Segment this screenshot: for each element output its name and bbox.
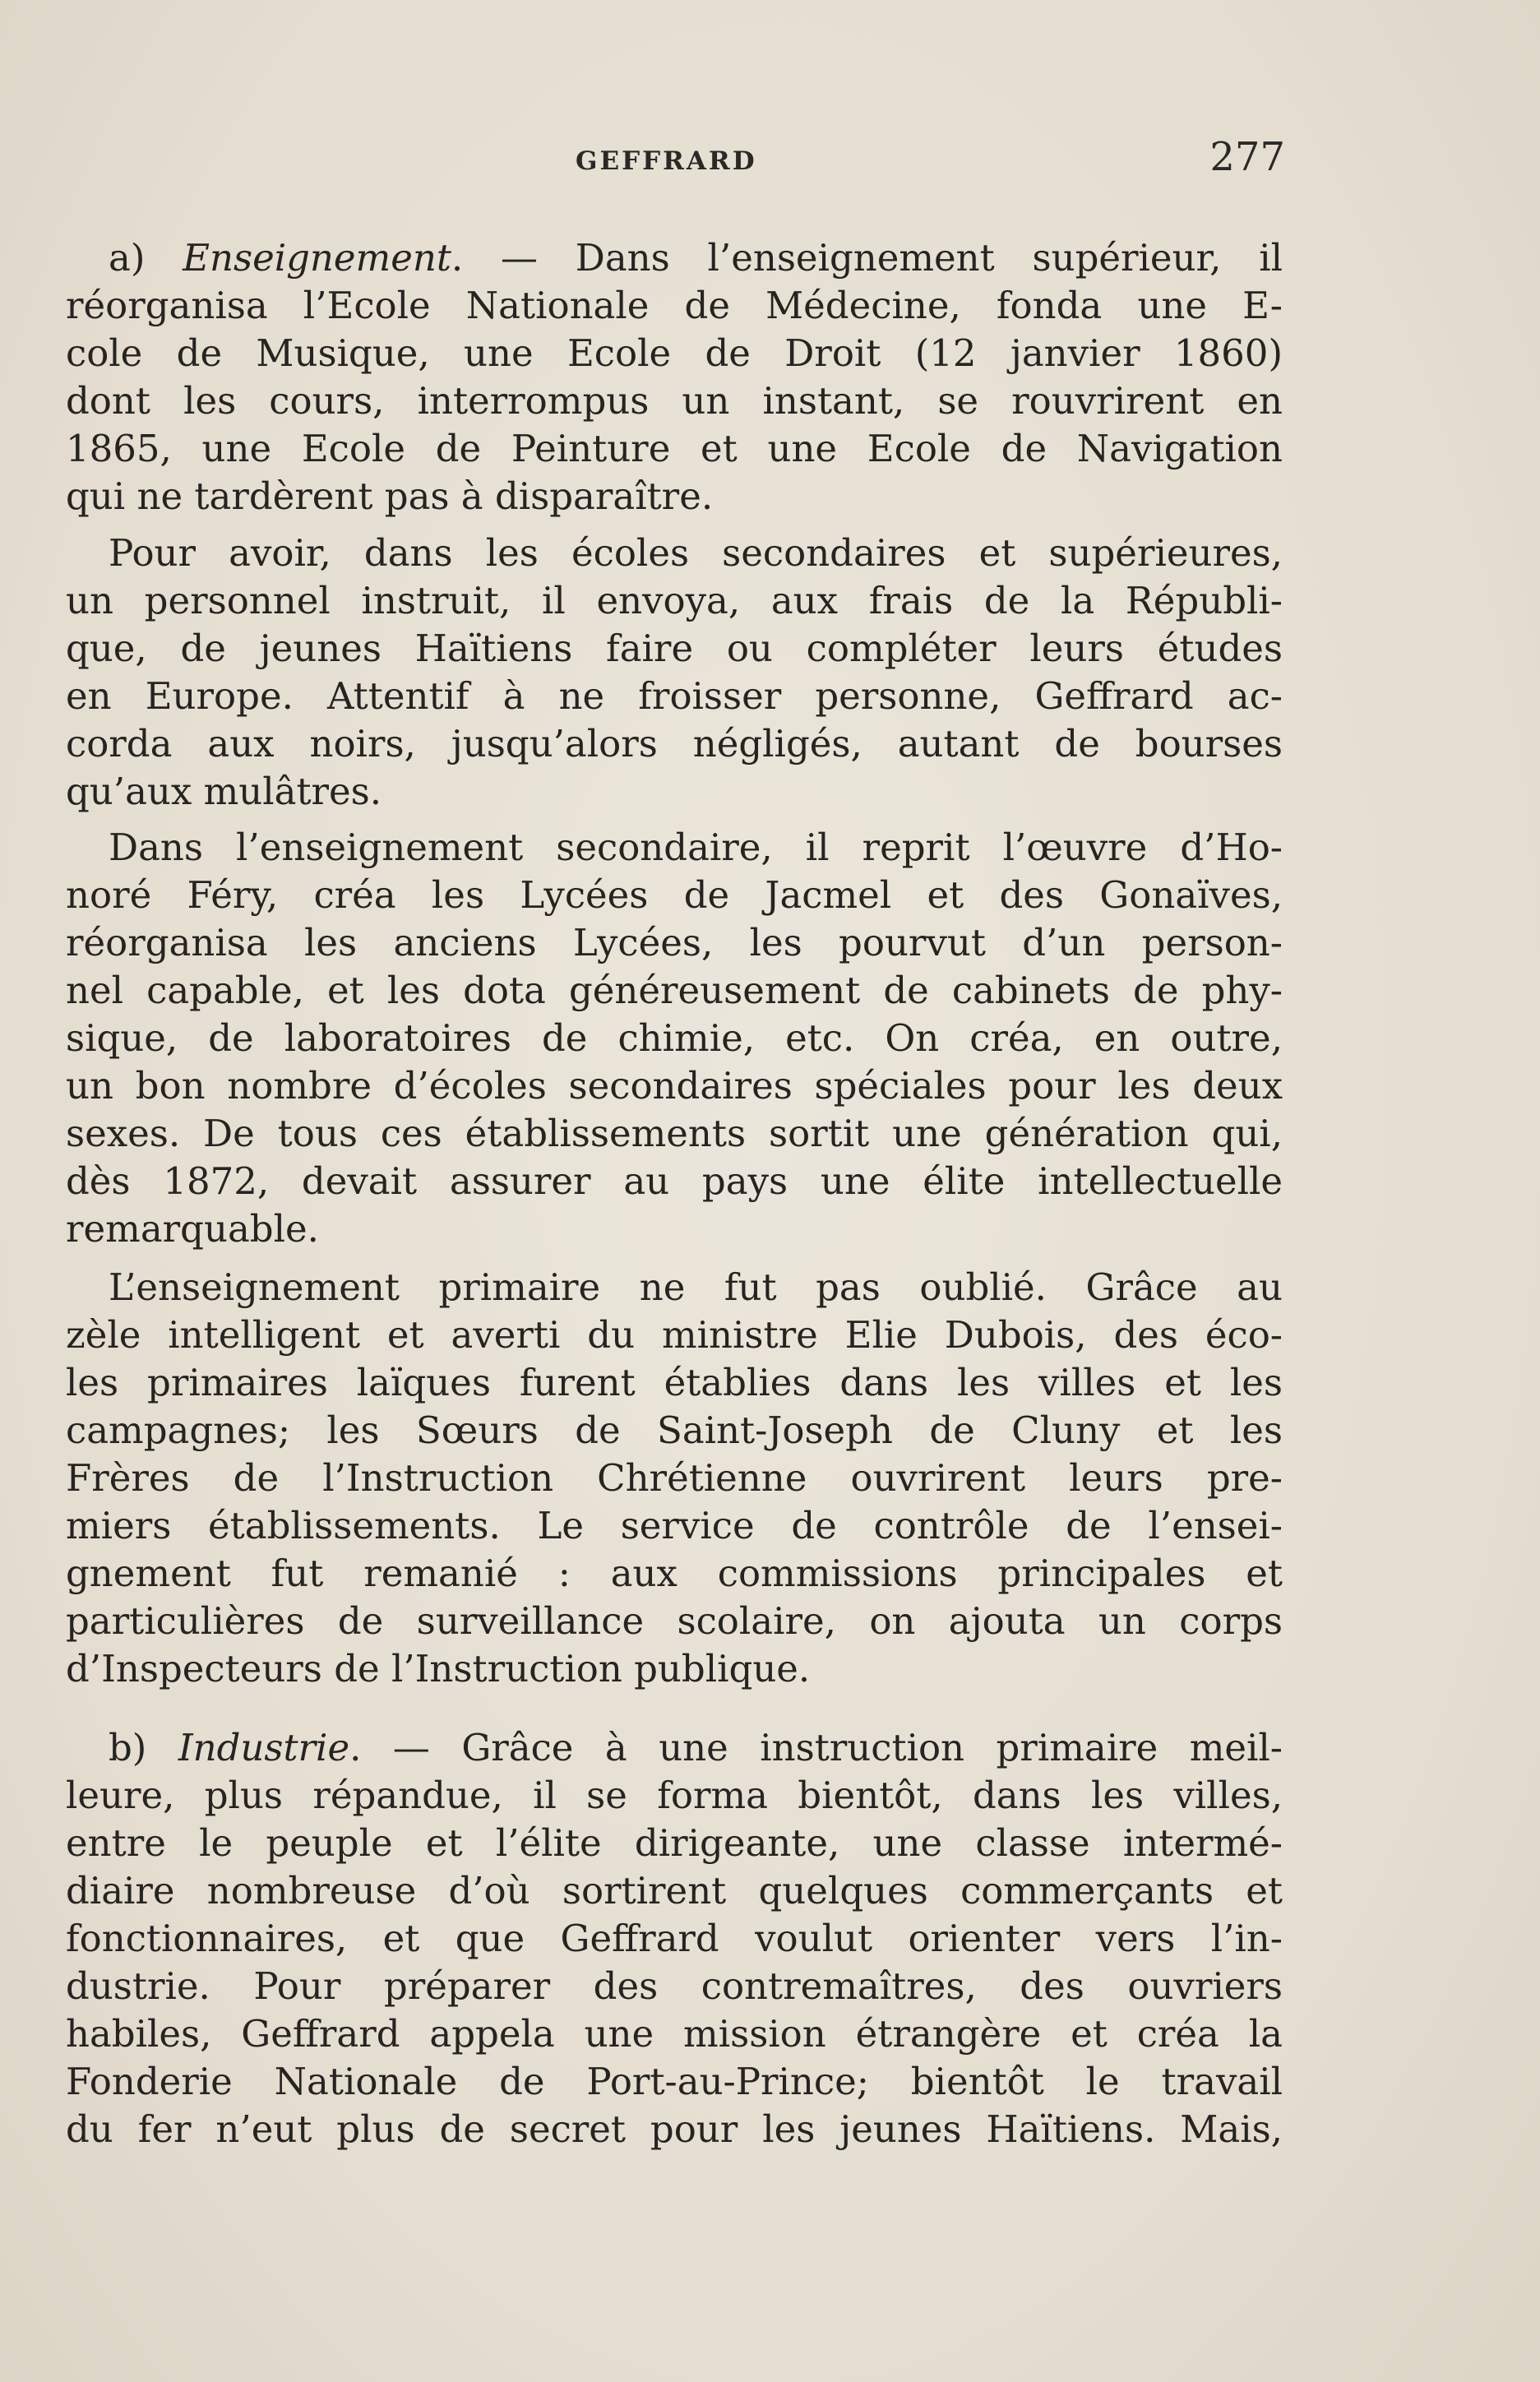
running-head: GEFFRARD	[576, 146, 757, 176]
text-line: leure, plus répandue, il se forma bientôt, dans les villes,	[66, 1774, 1283, 1817]
text-line: zèle intelligent et averti du ministre Elie Dubois, des éco-	[66, 1313, 1283, 1357]
text-line: réorganisa l’Ecole Nationale de Médecine, fonda une E-	[66, 284, 1283, 327]
text-line: sique, de laboratoires de chimie, etc. On créa, en outre,	[66, 1016, 1283, 1060]
text-line: campagnes; les Sœurs de Saint-Joseph de Cluny et les	[66, 1408, 1283, 1452]
text-line: qui ne tardèrent pas à disparaître.	[66, 474, 714, 518]
text-line: Pour avoir, dans les écoles secondaires et supérieures,	[109, 531, 1283, 575]
page-number: 277	[1209, 134, 1285, 180]
text-line: diaire nombreuse d’où sortirent quelques commerçants et	[66, 1869, 1283, 1913]
text-line: que, de jeunes Haïtiens faire ou compléter leurs études	[66, 627, 1283, 670]
text-line: corda aux noirs, jusqu’alors négligés, autant de bourses	[66, 722, 1283, 765]
text-line: b) Industrie. — Grâce à une instruction primaire meil-	[109, 1726, 1283, 1769]
section-label: Industrie	[178, 1726, 350, 1769]
text-line: qu’aux mulâtres.	[66, 770, 382, 813]
text-line: Fonderie Nationale de Port-au-Prince; bientôt le travail	[66, 2060, 1283, 2103]
text-line: 1865, une Ecole de Peinture et une Ecole de Navigation	[66, 427, 1283, 470]
text-line: noré Féry, créa les Lycées de Jacmel et des Gonaïves,	[66, 873, 1283, 917]
text-line: un personnel instruit, il envoya, aux frais de la Républi-	[66, 579, 1283, 622]
text-line: L’enseignement primaire ne fut pas oublié. Grâce au	[109, 1265, 1283, 1309]
text-line: sexes. De tous ces établissements sortit une génération qui,	[66, 1112, 1283, 1155]
text-line: habiles, Geffrard appela une mission étrangère et créa la	[66, 2012, 1283, 2056]
section-label: Enseignement	[183, 236, 451, 280]
text-line: gnement fut remanié : aux commissions principales et	[66, 1552, 1283, 1595]
text-line: remarquable.	[66, 1207, 319, 1251]
text-line: miers établissements. Le service de contrôle de l’ensei-	[66, 1504, 1283, 1547]
text-line: du fer n’eut plus de secret pour les jeunes Haïtiens. Mais,	[66, 2107, 1283, 2151]
text-line: dustrie. Pour préparer des contremaîtres, des ouvriers	[66, 1964, 1283, 2008]
text-line: en Europe. Attentif à ne froisser personne, Geffrard ac-	[66, 674, 1283, 718]
text-line: Frères de l’Instruction Chrétienne ouvrirent leurs pre-	[66, 1456, 1283, 1500]
text-line: les primaires laïques furent établies dans les villes et les	[66, 1361, 1283, 1404]
text-line: d’Inspecteurs de l’Instruction publique.	[66, 1647, 811, 1691]
text-line: nel capable, et les dota généreusement de cabinets de phy-	[66, 969, 1283, 1012]
text-line: réorganisa les anciens Lycées, les pourvut d’un person-	[66, 921, 1283, 964]
text-line: a) Enseignement. — Dans l’enseignement supérieur, il	[109, 236, 1283, 280]
text-line: dont les cours, interrompus un instant, se rouvrirent en	[66, 379, 1283, 423]
text-line: Dans l’enseignement secondaire, il reprit l’œuvre d’Ho-	[109, 826, 1283, 869]
text-line: particulières de surveillance scolaire, on ajouta un corps	[66, 1599, 1283, 1643]
text-line: dès 1872, devait assurer au pays une élite intellectuelle	[66, 1159, 1283, 1203]
text-line: cole de Musique, une Ecole de Droit (12 janvier 1860)	[66, 331, 1283, 375]
text-line: un bon nombre d’écoles secondaires spéciales pour les deux	[66, 1064, 1283, 1108]
text-line: fonctionnaires, et que Geffrard voulut orienter vers l’in-	[66, 1917, 1283, 1960]
text-line: entre le peuple et l’élite dirigeante, une classe intermé-	[66, 1821, 1283, 1865]
